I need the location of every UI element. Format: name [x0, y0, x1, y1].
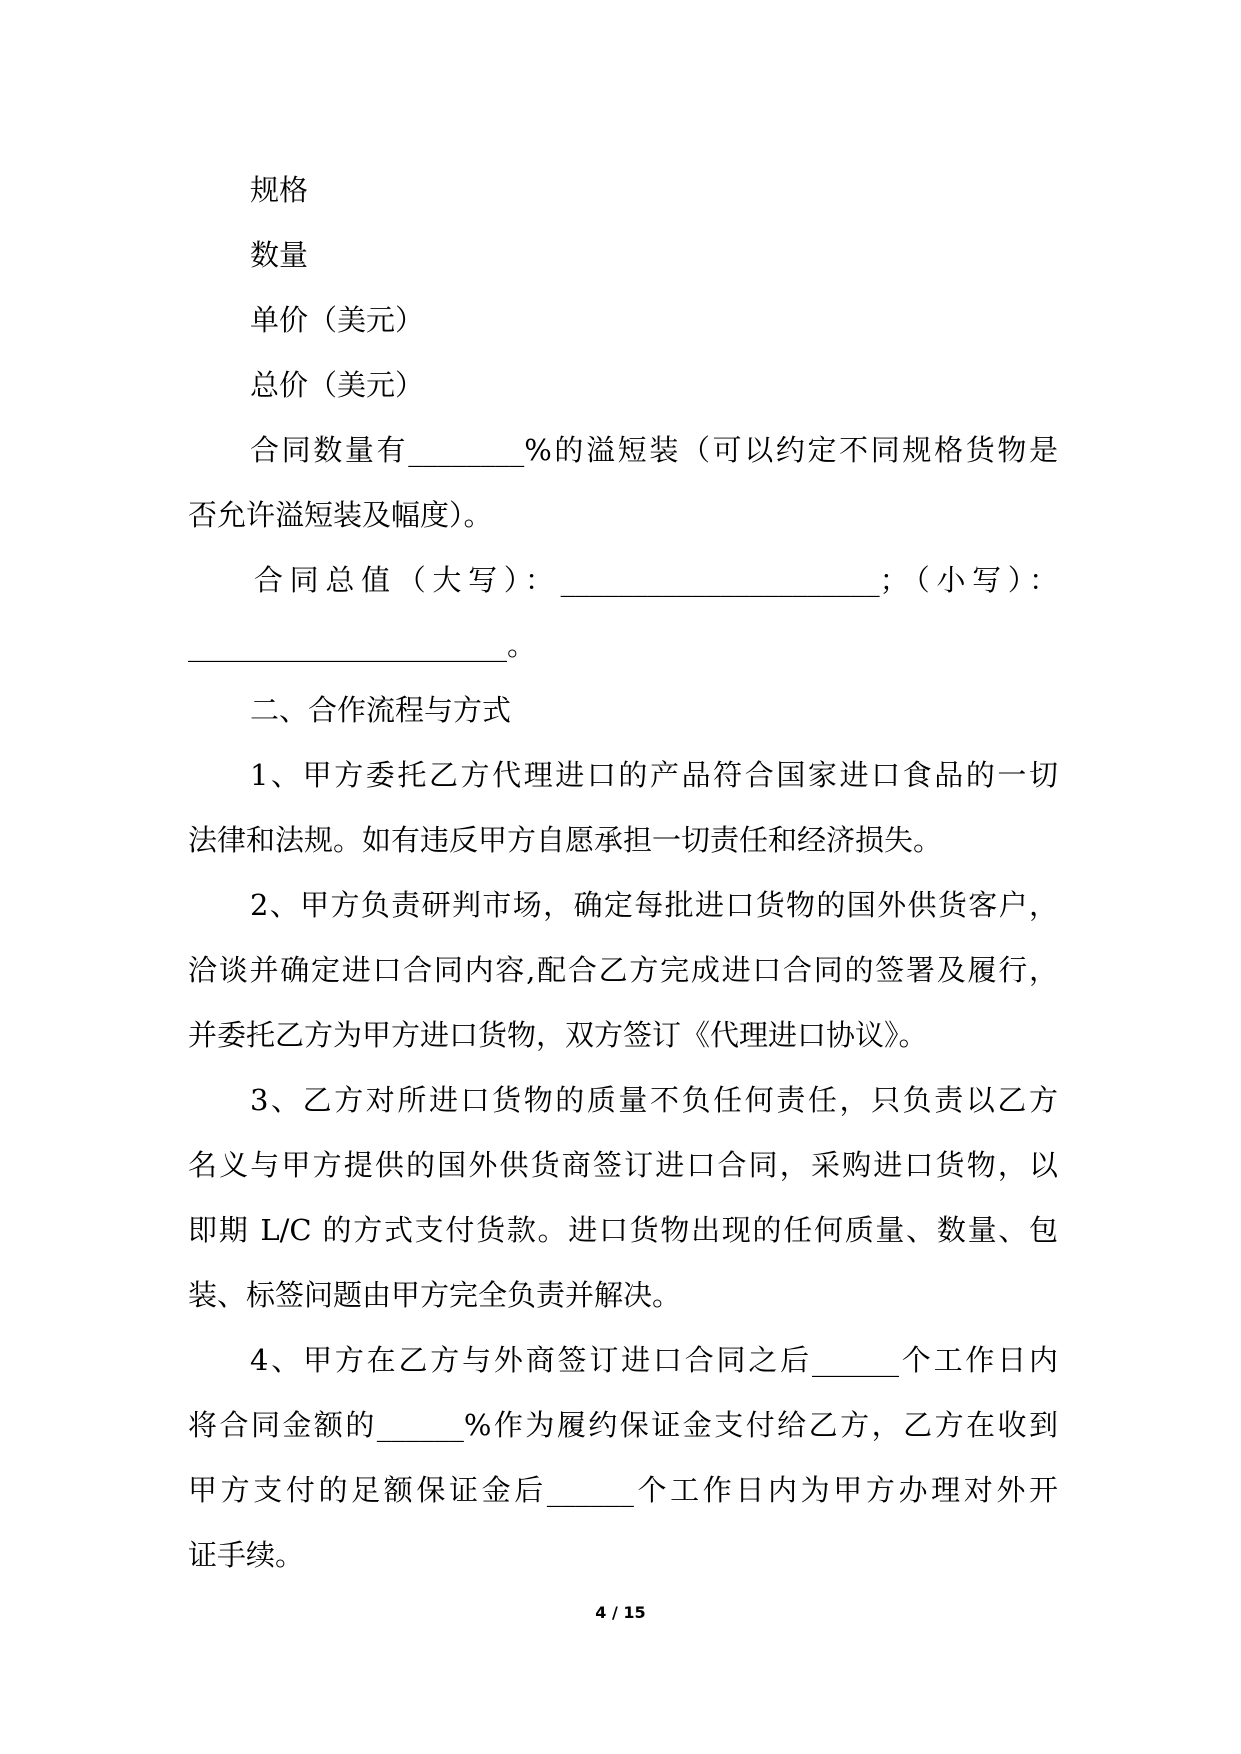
clause-3-line-1: 3、乙方对所进口货物的质量不负任何责任，只负责以乙方	[250, 1083, 1058, 1117]
document-body	[188, 158, 1058, 1588]
clause-2-line-3: 并委托乙方为甲方进口货物，双方签订《代理进口协议》。	[188, 1018, 928, 1052]
contract-total-line-1: 合同总值（大写）：______________________；（小写）：	[254, 563, 1058, 597]
clause-2-line-1: 2、甲方负责研判市场，确定每批进口货物的国外供货客户，	[250, 888, 1058, 922]
clause-4-line-3: 甲方支付的足额保证金后______个工作日内为甲方办理对外开	[188, 1473, 1058, 1507]
spec-label: 规格	[250, 173, 309, 207]
clause-4-line-1: 4、甲方在乙方与外商签订进口合同之后______个工作日内	[250, 1343, 1058, 1377]
section-heading: 二、合作流程与方式	[250, 693, 512, 727]
clause-4-line-2: 将合同金额的______%作为履约保证金支付给乙方，乙方在收到	[188, 1408, 1058, 1442]
page-number: 4 / 15	[595, 1603, 646, 1622]
quantity-label: 数量	[250, 238, 309, 272]
total-price-label: 总价（美元）	[250, 368, 425, 402]
clause-4-line-4: 证手续。	[188, 1538, 305, 1572]
tolerance-clause-line-2: 否允许溢短装及幅度）。	[188, 498, 493, 532]
clause-2-line-2: 洽谈并确定进口合同内容,配合乙方完成进口合同的签署及履行，	[188, 953, 1058, 987]
contract-total-line-2: ______________________。	[188, 628, 537, 662]
tolerance-clause-line-1: 合同数量有________%的溢短装（可以约定不同规格货物是	[250, 433, 1058, 467]
clause-3-line-2: 名义与甲方提供的国外供货商签订进口合同，采购进口货物，以	[188, 1148, 1058, 1182]
clause-3-line-3: 即期 L/C 的方式支付货款。进口货物出现的任何质量、数量、包	[188, 1213, 1058, 1247]
clause-3-line-4: 装、标签问题由甲方完全负责并解决。	[188, 1278, 682, 1312]
unit-price-label: 单价（美元）	[250, 303, 425, 337]
clause-1-line-1: 1、甲方委托乙方代理进口的产品符合国家进口食品的一切	[250, 758, 1058, 792]
clause-1-line-2: 法律和法规。如有违反甲方自愿承担一切责任和经济损失。	[188, 823, 943, 857]
